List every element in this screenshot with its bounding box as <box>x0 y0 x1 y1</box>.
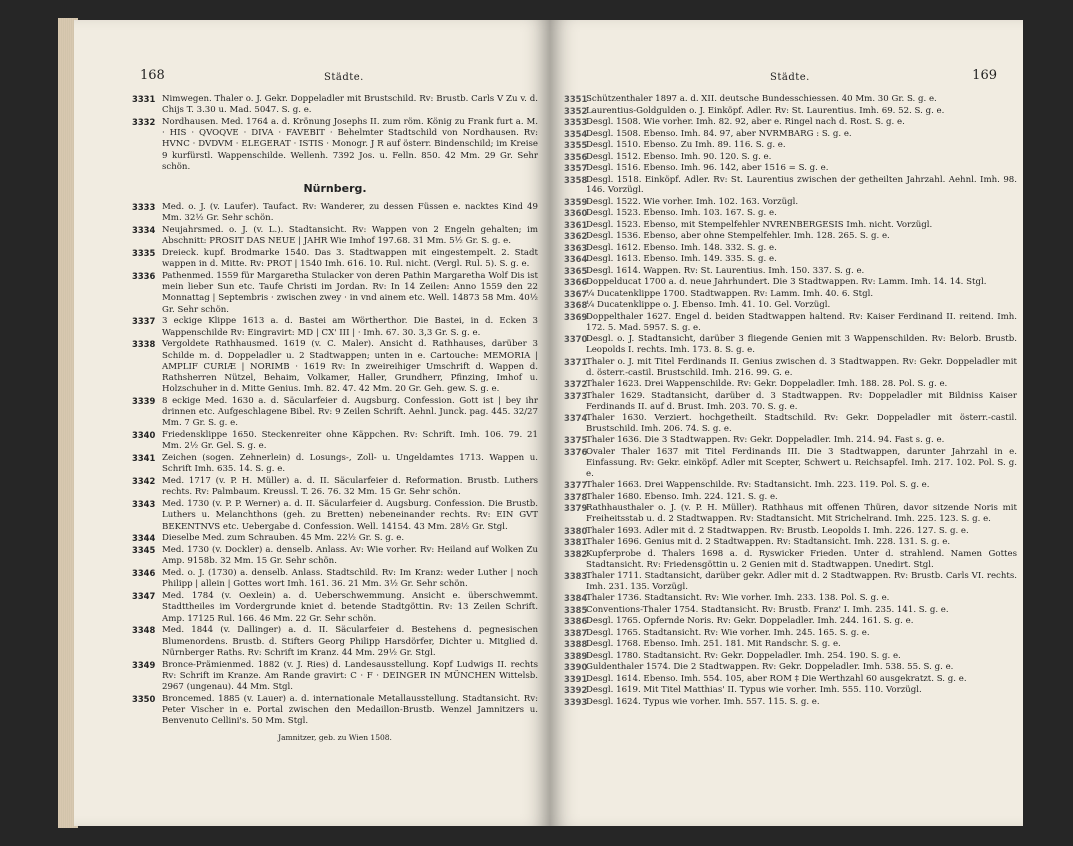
entry-text: Med. 1717 (v. P. H. Müller) a. d. II. Säcularfeier d. Reformation. Brustb. Luthers rechts. Rv: Palmbaum. Kreussl. T. 26. 76. 32 Mm. 15 Gr. Sehr schön. <box>162 476 538 498</box>
entry-number: 3348 <box>132 625 156 636</box>
catalog-entry <box>564 605 1017 616</box>
catalog-entry <box>564 651 1017 662</box>
entry-number: 3335 <box>132 248 156 259</box>
catalog-entry <box>564 197 1017 208</box>
catalog-entry <box>132 660 538 694</box>
catalog-entry <box>564 300 1017 311</box>
catalog-entries <box>132 94 538 742</box>
entry-text: ¼ Ducatenklippe 1700. Stadtwappen. Rv: Lamm. Imh. 40. 6. Stgl. <box>586 288 874 299</box>
entry-text: Desgl. 1512. Ebenso. Imh. 90. 120. S. g. e. <box>586 151 772 162</box>
entry-number: 3359 <box>564 196 588 207</box>
catalog-entry <box>564 254 1017 265</box>
entry-text: Dreieck. kupf. Brodmarke 1540. Das 3. Stadtwappen mit eingestempelt. 2. Stadt wappen in d. Mitte. Rv: PROT | 1540 Imh. 616. 10. Rul. nicht. (Vergl. Rul. 5). S. g. e. <box>162 248 538 270</box>
entry-text: Desgl. 1522. Wie vorher. Imh. 102. 163. Vorzügl. <box>586 196 799 207</box>
entry-number: 3377 <box>564 480 588 491</box>
entry-text: Med. 1784 (v. Oexlein) a. d. Ueberschwemmung. Ansicht e. überschwemmt. Stadttheiles im Vordergrunde kniet d. betende Stadtgöttin. Rv: 13 Zeilen Schrift. Amp. 17125 Rul. 166. 46 Mm. 22 Gr. Sehr schön. <box>162 591 538 624</box>
catalog-entry <box>564 266 1017 277</box>
catalog-entry <box>564 106 1017 117</box>
entry-number: 3384 <box>564 593 588 604</box>
entry-number: 3363 <box>564 242 588 253</box>
entry-text: Thaler 1623. Drei Wappenschilde. Rv: Gekr. Doppeladler. Imh. 188. 28. Pol. S. g. e. <box>586 379 948 390</box>
entry-text: Desgl. 1612. Ebenso. Imh. 148. 332. S. g. e. <box>586 242 777 253</box>
entry-text: Desgl. 1624. Typus wie vorher. Imh. 557. 115. S. g. e. <box>586 696 820 707</box>
catalog-entry <box>564 447 1017 480</box>
catalog-entry <box>132 625 538 659</box>
catalog-entry <box>564 674 1017 685</box>
entry-text: Thaler o. J. mit Titel Ferdinands II. Genius zwischen d. 3 Stadtwappen. Rv: Gekr. Doppeladler mit d. österr.-castil. Brustschild. Imh. 216. 99. G. e. <box>586 356 1017 378</box>
entry-text: Thaler 1693. Adler mit d. 2 Stadtwappen. Rv: Brustb. Leopolds I. Imh. 226. 127. S. g. e. <box>586 525 969 536</box>
catalog-entry <box>132 453 538 475</box>
entry-text: Thaler 1663. Drei Wappenschilde. Rv: Stadtansicht. Imh. 223. 119. Pol. S. g. e. <box>586 480 930 491</box>
catalog-entry <box>564 526 1017 537</box>
entry-text: Kupferprobe d. Thalers 1698 a. d. Ryswicker Frieden. Unter d. strahlend. Namen Gottes Stadtansicht. Rv: Friedensgöttin u. 2 Genien mit d. Stadtwappen. Unedirt. Stgl. <box>586 548 1017 570</box>
catalog-entry <box>564 549 1017 571</box>
entry-number: 3383 <box>564 571 588 582</box>
entry-number: 3386 <box>564 616 588 627</box>
catalog-entry <box>564 571 1017 593</box>
catalog-entry <box>564 391 1017 413</box>
entry-number: 3331 <box>132 94 156 104</box>
entry-text: Desgl. 1523. Ebenso. Imh. 103. 167. S. g. e. <box>586 208 777 219</box>
entry-number: 3352 <box>564 105 588 116</box>
entry-text: ¼ Ducatenklippe o. J. Ebenso. Imh. 41. 10. Gel. Vorzügl. <box>586 300 831 311</box>
entry-text: Conventions-Thaler 1754. Stadtansicht. Rv: Brustb. Franz' I. Imh. 235. 141. S. g. e. <box>586 604 949 615</box>
entry-number: 3339 <box>132 396 156 407</box>
catalog-entry <box>564 662 1017 673</box>
entry-text: Med. o. J. (1730) a. denselb. Anlass. Stadtschild. Rv: Im Kranz: weder Luther | noch Philipp | allein | Gottes wort Imh. 161. 36. 21 Mm. 3½ Gr. Sehr schön. <box>162 568 538 590</box>
entry-number: 3374 <box>564 413 588 424</box>
entry-text: Dieselbe Med. zum Schrauben. 45 Mm. 22½ Gr. S. g. e. <box>162 533 405 544</box>
catalog-entry <box>564 231 1017 242</box>
entry-number: 3357 <box>564 163 588 173</box>
catalog-entry <box>564 697 1017 708</box>
entry-text: Desgl. 1768. Ebenso. Imh. 251. 181. Mit Randschr. S. g. e. <box>586 639 841 650</box>
entry-text: Desgl. 1510. Ebenso. Zu Imh. 89. 116. S. g. e. <box>586 140 786 150</box>
left-page <box>74 20 550 826</box>
entry-text: Rathhausthaler o. J. (v. P. H. Müller). Rathhaus mit offenen Thüren, davor sitzende Noris mit Freiheitsstab u. d. 2 Stadtwappen. Rv: Stadtansicht. Mit Strichelrand. Imh. 225. 123. S. g. e. <box>586 503 1017 525</box>
entry-number: 3332 <box>132 117 156 127</box>
entry-text: Vergoldete Rathhausmed. 1619 (v. C. Maler). Ansicht d. Rathhauses, darüber 3 Schilde m. d. Doppeladler u. 2 Stadtwappen; unten in e. Cartouche: MEMORIA | AMPLIF CURIÆ | NORIMB · 1619 Rv: In zweireihiger Umschrift d. Wappen d. Rathsherren Nützel, Behaim, Volkamer, Haller, Grundherr, Pfinzing, Imhof u. Holzschuher in d. Mitte Genius. Imh. 82. 47. 42 Mm. 20 Gr. Geh. gew. S. g. e. <box>162 339 538 395</box>
catalog-entry <box>564 163 1017 174</box>
entry-number: 3336 <box>132 271 156 282</box>
catalog-entry <box>132 430 538 452</box>
entry-text: 8 eckige Med. 1630 a. d. Säcularfeier d. Augsburg. Confession. Gott ist | bey ihr drinnen etc. Aufgeschlagene Bibel. Rv: 9 Zeilen Schrift. Aehnl. Junck. pag. 445. 32/27 Mm. 7 Gr. S. g. e. <box>162 396 538 429</box>
catalog-entry <box>132 339 538 395</box>
entry-number: 3345 <box>132 545 156 556</box>
catalog-entry <box>132 117 538 173</box>
entry-text: Nordhausen. Med. 1764 a. d. Krönung Josephs II. zum röm. König zu Frank furt a. M. · HIS · QVOQVE · DIVA · FAVEBIT · Behelmter Stadtschild von Nordhausen. Rv: HVNC · DVDVM · ELEGERAT · ISTIS · Monogr. J R auf österr. Bindenschild; im Kreise 9 kurfürstl. Wappenschilde. Wellenh. 7392 Jos. u. Felln. 850. 42 Mm. 29 Gr. Sehr schön. <box>162 117 538 172</box>
page-number: 168 <box>140 68 165 83</box>
entry-text: Med. 1844 (v. Dallinger) a. d. II. Säcularfeier d. Bestehens d. pegnesischen Blumenordens. Brustb. d. Stifters Georg Philipp Harsdörfer, Dichter u. Mitglied d. Nürnberger Raths. Rv: Schrift im Kranz. 44 Mm. 29½ Gr. Stgl. <box>162 625 538 658</box>
catalog-entry <box>132 568 538 590</box>
catalog-entry <box>564 413 1017 435</box>
entry-number: 3333 <box>132 202 156 213</box>
entry-text: Desgl. 1765. Opfernde Noris. Rv: Gekr. Doppeladler. Imh. 244. 161. S. g. e. <box>586 616 914 627</box>
catalog-entry <box>564 537 1017 548</box>
entry-number: 3347 <box>132 591 156 602</box>
catalog-entry <box>132 591 538 625</box>
footnote: Jamnitzer, geb. zu Wien 1508. <box>278 733 392 743</box>
entry-number: 3365 <box>564 265 588 276</box>
entry-number: 3340 <box>132 430 156 441</box>
entry-number: 3358 <box>564 174 588 185</box>
entry-text: Schützenthaler 1897 a. d. XII. deutsche Bundesschiessen. 40 Mm. 30 Gr. S. g. e. <box>586 94 937 104</box>
entry-number: 3385 <box>564 604 588 615</box>
entry-text: Desgl. 1614. Wappen. Rv: St. Laurentius. Imh. 150. 337. S. g. e. <box>586 265 865 276</box>
entry-text: Thaler 1696. Genius mit d. 2 Stadtwappen. Rv: Stadtansicht. Imh. 228. 131. S. g. e. <box>586 537 951 548</box>
catalog-entry <box>564 208 1017 219</box>
catalog-entry <box>564 685 1017 696</box>
catalog-entry <box>564 492 1017 503</box>
catalog-entry <box>564 243 1017 254</box>
entry-number: 3372 <box>564 379 588 390</box>
page-number: 169 <box>972 68 997 83</box>
entry-text: Thaler 1630. Verziert. hochgetheilt. Stadtschild. Rv: Gekr. Doppeladler mit österr.-castil. Brustschild. Imh. 206. 74. S. g. e. <box>586 413 1017 434</box>
catalog-entry <box>132 202 538 224</box>
entry-number: 3338 <box>132 339 156 350</box>
catalog-entry <box>564 379 1017 390</box>
entry-text: Desgl. 1765. Stadtansicht. Rv: Wie vorher. Imh. 245. 165. S. g. e. <box>586 627 870 638</box>
catalog-entry <box>564 220 1017 231</box>
entry-number: 3344 <box>132 533 156 544</box>
running-head: Städte. <box>324 72 364 83</box>
entry-text: 3 eckige Klippe 1613 a. d. Bastei am Wörtherthor. Die Bastei, in d. Ecken 3 Wappenschilde Rv: Eingravirt: MD | CX' III | · Imh. 67. 30. 3,3 Gr. S. g. e. <box>162 316 538 338</box>
entry-text: Desgl. 1619. Mit Titel Matthias' II. Typus wie vorher. Imh. 555. 110. Vorzügl. <box>586 685 922 696</box>
entry-number: 3355 <box>564 140 588 150</box>
entry-number: 3368 <box>564 300 588 311</box>
entry-text: Friedensklippe 1650. Steckenreiter ohne Käppchen. Rv: Schrift. Imh. 106. 79. 21 Mm. 2½ Gr. Gel. S. g. e. <box>162 430 538 452</box>
entry-number: 3334 <box>132 225 156 236</box>
catalog-entry <box>132 271 538 316</box>
section-heading: Nürnberg. <box>303 182 367 196</box>
entry-text: Desgl. o. J. Stadtansicht, darüber 3 fliegende Genien mit 3 Wappenschilden. Rv: Belorb. Brustb. Leopolds I. rechts. Imh. 173. 8. S. g. e. <box>586 334 1017 356</box>
entry-number: 3380 <box>564 525 588 536</box>
catalog-entry <box>132 396 538 430</box>
catalog-entry <box>564 593 1017 604</box>
entry-number: 3362 <box>564 231 588 242</box>
entry-number: 3375 <box>564 435 588 446</box>
catalog-entry <box>564 117 1017 128</box>
entry-number: 3390 <box>564 662 588 673</box>
entry-text: Thaler 1680. Ebenso. Imh. 224. 121. S. g. e. <box>586 491 778 502</box>
entry-number: 3392 <box>564 685 588 696</box>
entry-number: 3391 <box>564 673 588 684</box>
catalog-entry <box>132 533 538 544</box>
catalog-entry <box>564 277 1017 288</box>
catalog-entry <box>564 312 1017 334</box>
entry-text: Broncemed. 1885 (v. Lauer) a. d. internationale Metallausstellung. Stadtansicht. Rv: Peter Vischer in e. Portal zwischen den Medaillon-Brustb. Wenzel Jamnitzers u. Benvenuto Cellini's. 50 Mm. Stgl. <box>162 693 538 727</box>
catalog-entry <box>564 628 1017 639</box>
entry-text: Thaler 1736. Stadtansicht. Rv: Wie vorher. Imh. 233. 138. Pol. S. g. e. <box>586 593 890 604</box>
entry-number: 3389 <box>564 650 588 661</box>
entry-number: 3353 <box>564 117 588 127</box>
catalog-entry <box>132 476 538 498</box>
entry-number: 3371 <box>564 356 588 367</box>
entry-number: 3350 <box>132 693 156 704</box>
entry-text: Med. 1730 (v. P. P. Werner) a. d. II. Säcularfeier d. Augsburg. Confession. Die Brustb. Luthers u. Melanchthons (geh. zu Bretten) nebeneinander rechts. Rv: EIN GVT BEKENTNVS etc. Uebergabe d. Confession. Well. 14154. 43 Mm. 28½ Gr. Stgl. <box>162 499 538 532</box>
catalog-entry <box>132 694 538 728</box>
catalog-entry <box>564 152 1017 163</box>
catalog-entry <box>132 94 538 116</box>
entry-text: Doppelthaler 1627. Engel d. beiden Stadtwappen haltend. Rv: Kaiser Ferdinand II. reitend. Imh. 172. 5. Mad. 5957. S. g. e. <box>586 311 1017 333</box>
entry-text: Desgl. 1613. Ebenso. Imh. 149. 335. S. g. e. <box>586 254 777 265</box>
entry-number: 3369 <box>564 311 588 322</box>
entry-text: Desgl. 1523. Ebenso, mit Stempelfehler NVRENBERGESIS Imh. nicht. Vorzügl. <box>586 219 933 230</box>
entry-number: 3361 <box>564 219 588 230</box>
entry-text: Desgl. 1780. Stadtansicht. Rv: Gekr. Doppeladler. Imh. 254. 190. S. g. e. <box>586 650 901 661</box>
entry-text: Zeichen (sogen. Zehnerlein) d. Losungs-, Zoll- u. Ungeldamtes 1713. Wappen u. Schrift Imh. 635. 14. S. g. e. <box>162 453 538 475</box>
catalog-entry <box>564 289 1017 300</box>
entry-text: Guldenthaler 1574. Die 2 Stadtwappen. Rv: Gekr. Doppeladler. Imh. 538. 55. S. g. e. <box>586 662 954 673</box>
entry-number: 3388 <box>564 639 588 650</box>
entry-text: Doppelducat 1700 a. d. neue Jahrhundert. Die 3 Stadtwappen. Rv: Lamm. Imh. 14. 14. Stgl. <box>586 277 987 288</box>
entry-text: Neujahrsmed. o. J. (v. L.). Stadtansicht. Rv: Wappen von 2 Engeln gehalten; im Abschnitt: PROSIT DAS NEUE | JAHR Wie Imhof 197.68. 31 Mm. 5½ Gr. S. g. e. <box>162 225 538 247</box>
entry-text: Ovaler Thaler 1637 mit Titel Ferdinands III. Die 3 Stadtwappen, darunter Jahrzahl in e. Einfassung. Rv: Gekr. einköpf. Adler mit Scepter, Schwert u. Reichsapfel. Imh. 217. 102. Pol. S. g. e. <box>586 446 1017 479</box>
catalog-entry <box>132 225 538 247</box>
catalog-entry <box>564 639 1017 650</box>
entry-number: 3367 <box>564 288 588 299</box>
entry-text: Nimwegen. Thaler o. J. Gekr. Doppeladler mit Brustschild. Rv: Brustb. Carls V Zu v. d. Chijs T. 3.30 u. Mad. 5047. S. g. e. <box>162 94 538 116</box>
entry-number: 3366 <box>564 277 588 288</box>
entry-text: Desgl. 1614. Ebenso. Imh. 554. 105, aber ROM ‡ Die Werthzahl 60 ausgekratzt. S. g. e. <box>586 673 967 684</box>
entry-text: Desgl. 1508. Wie vorher. Imh. 82. 92, aber e. Ringel nach d. Rost. S. g. e. <box>586 117 905 127</box>
entry-number: 3382 <box>564 548 588 559</box>
entry-text: Med. o. J. (v. Laufer). Taufact. Rv: Wanderer, zu dessen Füssen e. nacktes Kind 49 Mm. 32½ Gr. Sehr schön. <box>162 202 538 224</box>
entry-number: 3349 <box>132 659 156 670</box>
entry-number: 3356 <box>564 151 588 162</box>
entry-text: Pathenmed. 1559 für Margaretha Stulacker von deren Pathin Margaretha Wolf Dis ist mein lieber Sun etc. Taufe Christi im Jordan. Rv: In 14 Zeilen: Anno 1559 den 22 Monnattag | Septembris · zwischen zwey · in vnd ainem etc. Well. 14873 58 Mm. 40½ Gr. Sehr schön. <box>162 271 538 315</box>
entry-number: 3343 <box>132 499 156 510</box>
catalog-entry <box>132 316 538 338</box>
catalog-entry <box>564 435 1017 446</box>
entry-number: 3370 <box>564 334 588 345</box>
catalog-entry <box>564 334 1017 356</box>
entry-number: 3351 <box>564 94 588 104</box>
catalog-entry <box>564 616 1017 627</box>
entry-number: 3373 <box>564 390 588 401</box>
entry-text: Thaler 1711. Stadtansicht, darüber gekr. Adler mit d. 2 Stadtwappen. Rv: Brustb. Carls VI. rechts. Imh. 231. 135. Vorzügl. <box>586 571 1017 592</box>
catalog-entry <box>564 175 1017 197</box>
catalog-entry <box>564 480 1017 491</box>
catalog-entry <box>564 503 1017 525</box>
entry-number: 3376 <box>564 446 588 457</box>
right-page <box>550 20 1023 826</box>
entry-text: Thaler 1629. Stadtansicht, darüber d. 3 Stadtwappen. Rv: Doppeladler mit Bildniss Kaiser Ferdinands II. auf d. Brust. Imh. 203. 70. S. g. e. <box>586 390 1017 412</box>
entry-number: 3378 <box>564 491 588 502</box>
entry-text: Desgl. 1518. Einköpf. Adler. Rv: St. Laurentius zwischen der getheilten Jahrzahl. Aehnl. Imh. 98. 146. Vorzügl. <box>586 174 1017 196</box>
entry-number: 3342 <box>132 476 156 487</box>
entry-text: Thaler 1636. Die 3 Stadtwappen. Rv: Gekr. Doppeladler. Imh. 214. 94. Fast s. g. e. <box>586 435 945 446</box>
entry-number: 3379 <box>564 503 588 514</box>
entry-number: 3354 <box>564 128 588 139</box>
entry-text: Desgl. 1516. Ebenso. Imh. 96. 142, aber 1516 = S. g. e. <box>586 163 829 173</box>
catalog-entry <box>564 94 1017 105</box>
catalog-entry <box>564 140 1017 151</box>
catalog-entry <box>564 129 1017 140</box>
entry-number: 3387 <box>564 627 588 638</box>
entry-number: 3341 <box>132 453 156 464</box>
entry-number: 3360 <box>564 208 588 219</box>
catalog-entry <box>132 248 538 270</box>
entry-number: 3337 <box>132 316 156 327</box>
entry-text: Laurentius-Goldgulden o. J. Einköpf. Adler. Rv: St. Laurentius. Imh. 69. 52. S. g. e. <box>586 105 945 116</box>
catalog-entries <box>564 94 1017 708</box>
entry-text: Bronce-Prämienmed. 1882 (v. J. Ries) d. Landesausstellung. Kopf Ludwigs II. rechts Rv: Schrift im Kranze. Am Rande gravirt: C · F · DEINGER IN MÜNCHEN Wittelsb. 2967 (ungenau). 44 Mm. Stgl. <box>162 659 538 693</box>
catalog-entry <box>132 545 538 567</box>
entry-number: 3381 <box>564 537 588 548</box>
entry-text: Desgl. 1536. Ebenso, aber ohne Stempelfehler. Imh. 128. 265. S. g. e. <box>586 231 890 242</box>
catalog-entry <box>564 357 1017 379</box>
entry-number: 3393 <box>564 696 588 707</box>
entry-number: 3364 <box>564 254 588 265</box>
catalog-entry <box>132 499 538 533</box>
entry-text: Med. 1730 (v. Dockler) a. denselb. Anlass. Av: Wie vorher. Rv: Heiland auf Wolken Zu Amp. 9158b. 32 Mm. 15 Gr. Sehr schön. <box>162 545 538 567</box>
entry-number: 3346 <box>132 568 156 579</box>
running-head: Städte. <box>770 72 810 83</box>
entry-text: Desgl. 1508. Ebenso. Imh. 84. 97, aber NVRMBARG : S. g. e. <box>586 128 852 139</box>
